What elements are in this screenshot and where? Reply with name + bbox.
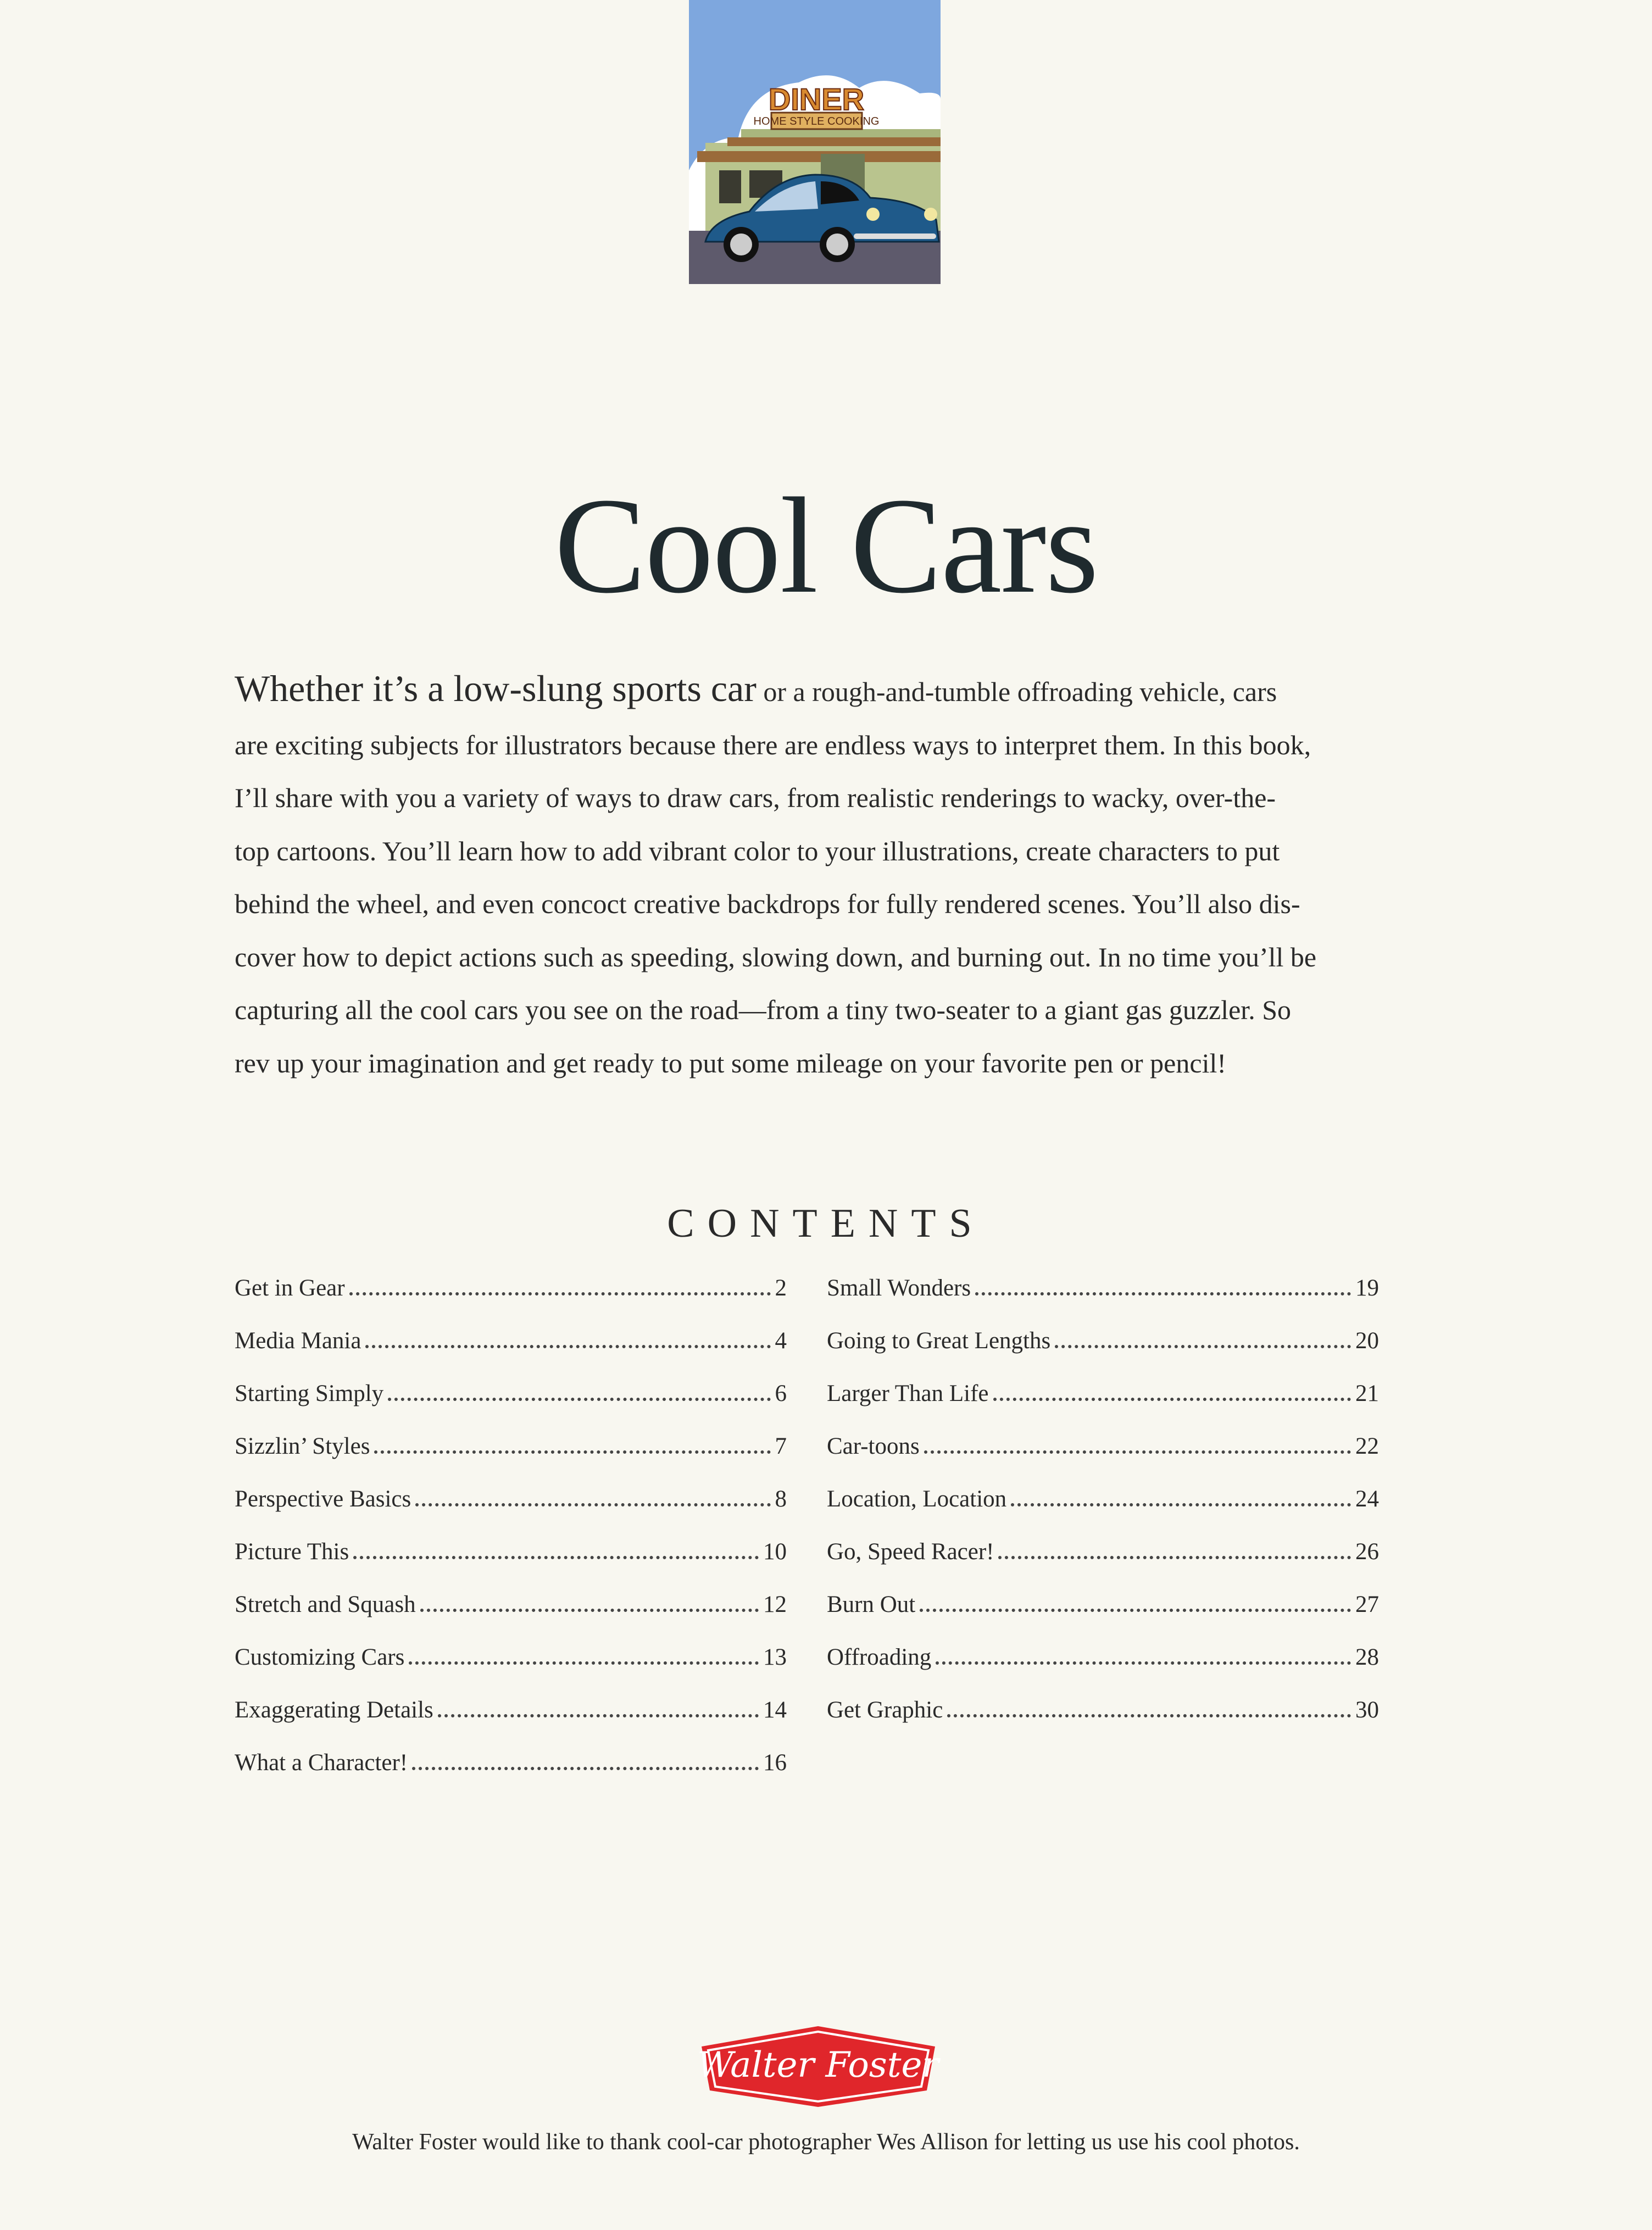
- toc-page-number: 22: [1355, 1433, 1379, 1459]
- toc-title: Sizzlin’ Styles: [235, 1433, 370, 1459]
- toc-leader-dots: [420, 1609, 759, 1612]
- toc-title: Exaggerating Details: [235, 1697, 433, 1723]
- toc-entry: [827, 1644, 1379, 1697]
- diner-sign-text: DINER: [768, 82, 865, 116]
- toc-leader-dots: [415, 1503, 770, 1506]
- intro-line: top cartoons. You’ll learn how to add vibrant color to your illustrations, create characters to put: [235, 835, 1280, 866]
- toc-entry: [235, 1275, 787, 1327]
- toc-entry: [827, 1697, 1379, 1749]
- toc-title: Picture This: [235, 1539, 349, 1565]
- toc-entry: [235, 1697, 787, 1749]
- toc-entry: [235, 1591, 787, 1644]
- toc-page-number: 6: [775, 1381, 787, 1406]
- toc-leader-dots: [993, 1398, 1351, 1401]
- toc-page-number: 8: [775, 1486, 787, 1512]
- intro-paragraph: [235, 662, 1443, 1089]
- intro-line: behind the wheel, and even concoct creative backdrops for fully rendered scenes. You’ll also dis-: [235, 888, 1300, 919]
- walter-foster-logo: [696, 2022, 941, 2110]
- toc-page-number: 20: [1355, 1328, 1379, 1354]
- toc-leader-dots: [1055, 1345, 1351, 1348]
- toc-left-column: [235, 1275, 787, 1802]
- toc-page-number: 7: [775, 1433, 787, 1459]
- intro-lead: Whether it’s a low-slung sports car: [235, 668, 757, 709]
- intro-line: [235, 662, 1443, 719]
- intro-line: capturing all the cool cars you see on the road—from a tiny two-seater to a giant gas guzzler. So: [235, 994, 1291, 1025]
- toc-entry: [827, 1433, 1379, 1486]
- toc-entry: [235, 1380, 787, 1433]
- toc-page-number: 30: [1355, 1697, 1379, 1723]
- intro-line: cover how to depict actions such as speeding, slowing down, and burning out. In no time you’ll be: [235, 941, 1317, 972]
- toc-page-number: 14: [763, 1697, 787, 1723]
- diner-subsign-text: HOME STYLE COOKING: [753, 115, 880, 127]
- intro-text: or a rough-and-tumble offroading vehicle, cars: [756, 676, 1277, 707]
- intro-line: are exciting subjects for illustrators because there are endless ways to interpret them. In this book,: [235, 729, 1311, 760]
- toc-page-number: 13: [763, 1644, 787, 1670]
- toc-leader-dots: [412, 1767, 759, 1770]
- toc-page-number: 2: [775, 1275, 787, 1301]
- toc-leader-dots: [409, 1661, 759, 1665]
- toc-title: Media Mania: [235, 1328, 361, 1354]
- toc-page-number: 26: [1355, 1539, 1379, 1565]
- toc-entry: [235, 1327, 787, 1380]
- toc-title: Starting Simply: [235, 1381, 384, 1406]
- toc-entry: [827, 1327, 1379, 1380]
- toc-leader-dots: [920, 1609, 1351, 1612]
- toc-leader-dots: [438, 1714, 759, 1717]
- intro-line: rev up your imagination and get ready to put some mileage on your favorite pen or pencil!: [235, 1047, 1227, 1078]
- toc-entry: [827, 1275, 1379, 1327]
- toc-title: Car-toons: [827, 1433, 920, 1459]
- toc-page-number: 24: [1355, 1486, 1379, 1512]
- toc-leader-dots: [924, 1450, 1351, 1454]
- toc-entry: [235, 1749, 787, 1802]
- toc-title: Go, Speed Racer!: [827, 1539, 994, 1565]
- toc-leader-dots: [353, 1556, 759, 1559]
- acknowledgement-text: Walter Foster would like to thank cool-car photographer Wes Allison for letting us use his cool photos.: [352, 2129, 1300, 2155]
- toc-title: Burn Out: [827, 1592, 916, 1617]
- toc-title: Offroading: [827, 1644, 932, 1670]
- toc-page-number: 12: [763, 1592, 787, 1617]
- toc-page-number: 19: [1355, 1275, 1379, 1301]
- toc-page-number: 28: [1355, 1644, 1379, 1670]
- page-title: Cool Cars: [554, 470, 1098, 622]
- toc-leader-dots: [947, 1714, 1351, 1717]
- toc-leader-dots: [936, 1661, 1351, 1665]
- toc-leader-dots: [998, 1556, 1351, 1559]
- toc-leader-dots: [975, 1292, 1351, 1295]
- toc-title: Location, Location: [827, 1486, 1007, 1512]
- toc-leader-dots: [388, 1398, 770, 1401]
- toc-entry: [827, 1380, 1379, 1433]
- toc-title: Get in Gear: [235, 1275, 345, 1301]
- toc-leader-dots: [365, 1345, 770, 1348]
- toc-entry: [827, 1538, 1379, 1591]
- toc-title: Stretch and Squash: [235, 1592, 416, 1617]
- toc-page-number: 16: [763, 1750, 787, 1776]
- toc-title: Get Graphic: [827, 1697, 943, 1723]
- toc-entry: [235, 1486, 787, 1538]
- toc-title: Perspective Basics: [235, 1486, 411, 1512]
- toc-page-number: 27: [1355, 1592, 1379, 1617]
- svg-text:Walter Foster: Walter Foster: [697, 2045, 939, 2086]
- toc-page-number: 4: [775, 1328, 787, 1354]
- toc-title: What a Character!: [235, 1750, 408, 1776]
- toc-entry: [827, 1591, 1379, 1644]
- toc-title: Larger Than Life: [827, 1381, 989, 1406]
- intro-line: I’ll share with you a variety of ways to draw cars, from realistic renderings to wacky, over-the-: [235, 782, 1276, 813]
- toc-entry: [827, 1486, 1379, 1538]
- toc-leader-dots: [374, 1450, 770, 1454]
- diner-car-illustration: [689, 0, 941, 284]
- toc-leader-dots: [349, 1292, 771, 1295]
- toc-entry: [235, 1433, 787, 1486]
- toc-leader-dots: [1011, 1503, 1351, 1506]
- toc-title: Customizing Cars: [235, 1644, 405, 1670]
- toc-right-column: [827, 1275, 1379, 1749]
- toc-entry: [235, 1644, 787, 1697]
- toc-title: Going to Great Lengths: [827, 1328, 1051, 1354]
- toc-page-number: 21: [1355, 1381, 1379, 1406]
- toc-title: Small Wonders: [827, 1275, 971, 1301]
- toc-entry: [235, 1538, 787, 1591]
- contents-heading: CONTENTS: [667, 1201, 985, 1246]
- toc-page-number: 10: [763, 1539, 787, 1565]
